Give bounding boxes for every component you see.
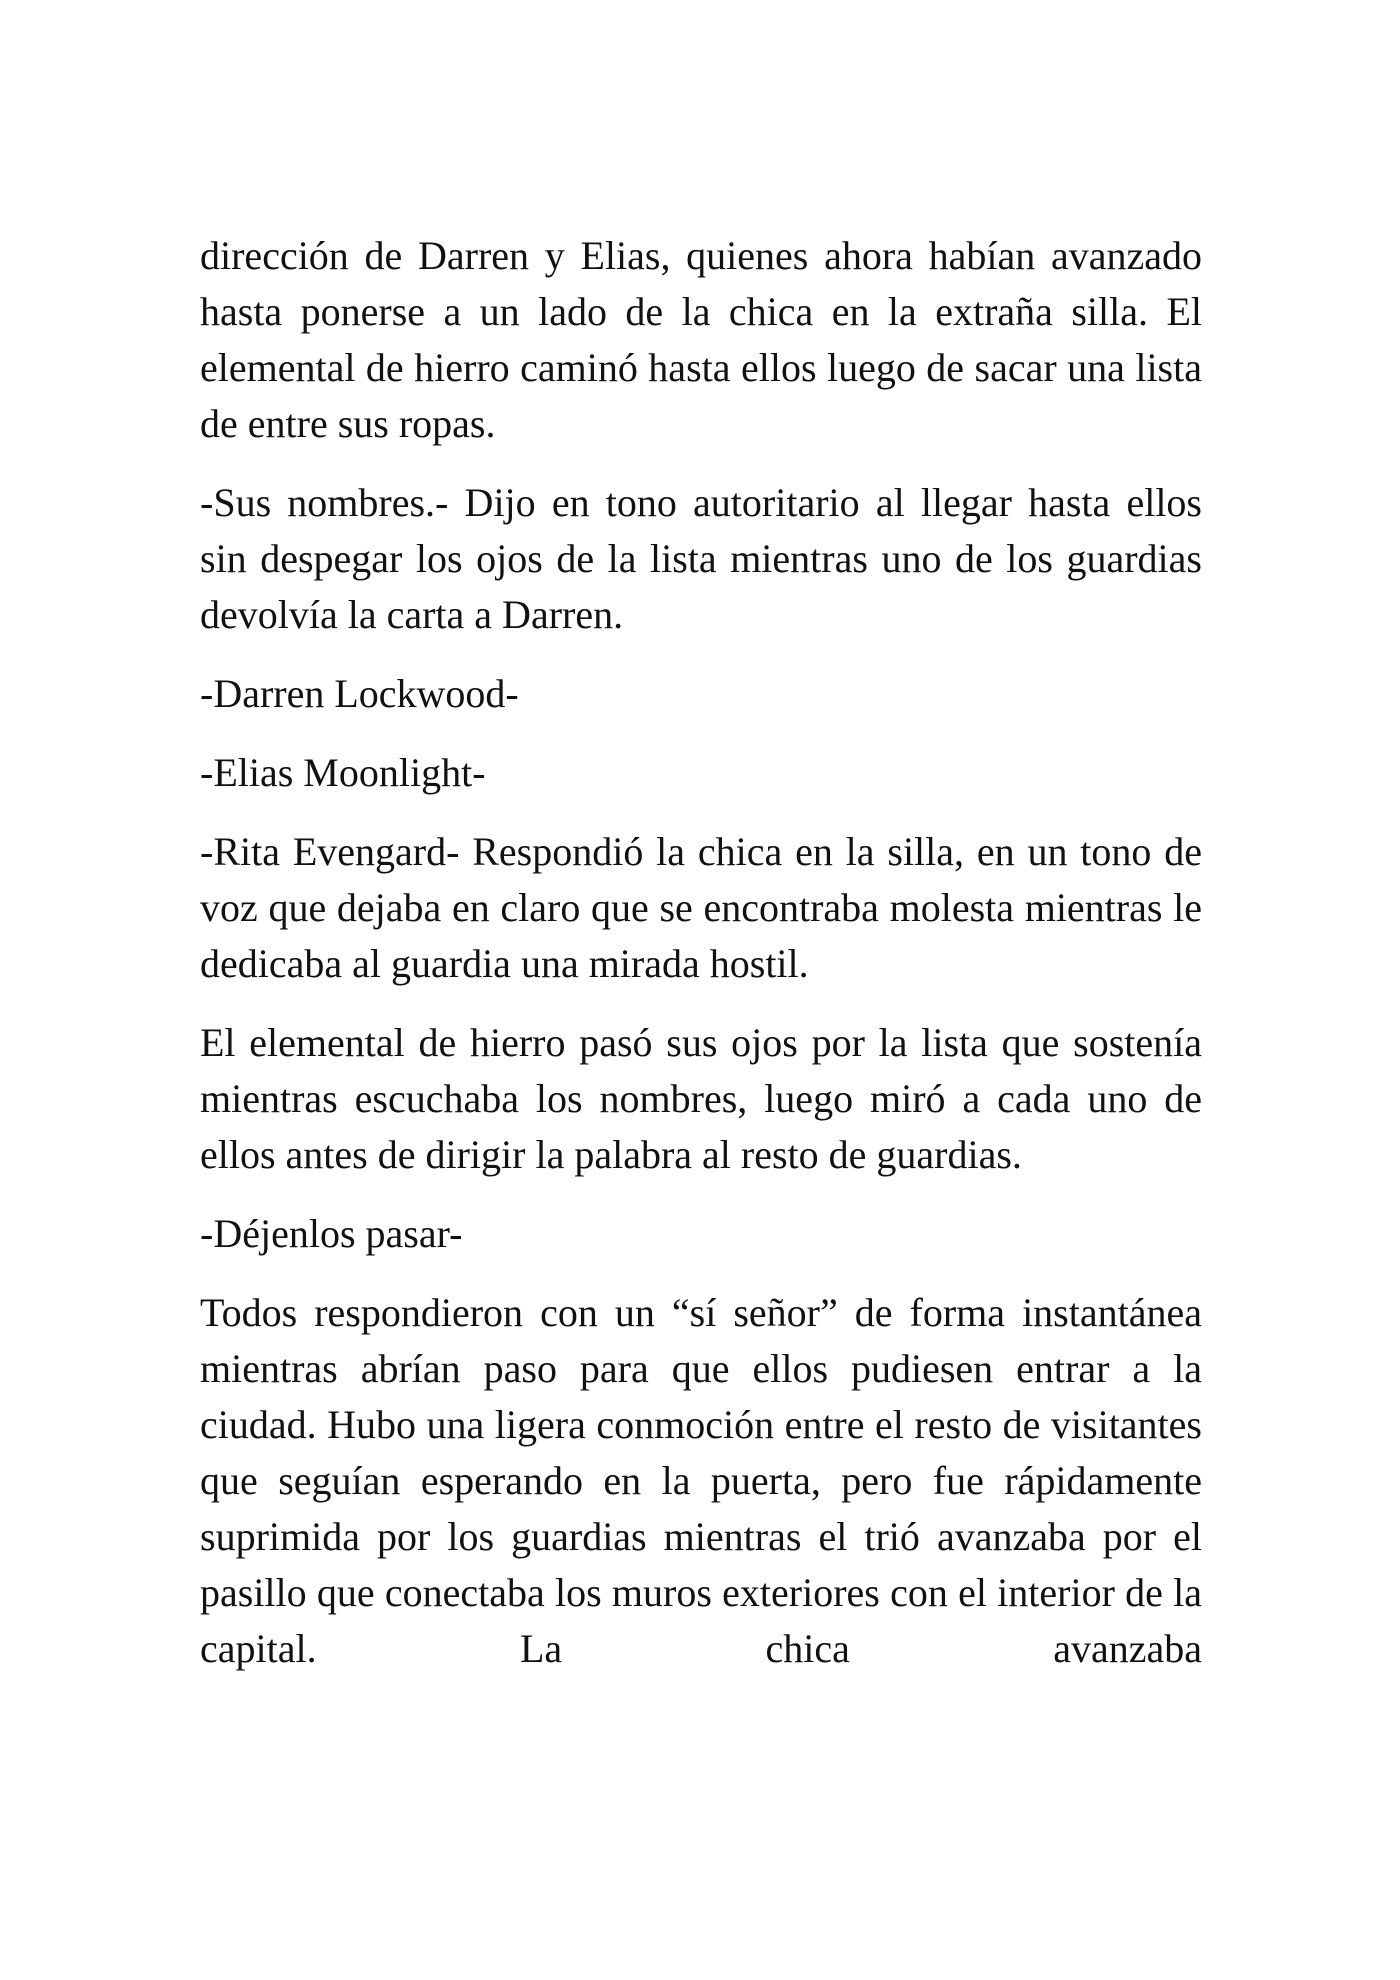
document-page bbox=[200, 228, 1202, 1700]
paragraph: -Sus nombres.- Dijo en tono autoritario al llegar hasta ellos sin despegar los ojos de la lista mientras uno de los guardias devolvía la carta a Darren. bbox=[200, 480, 1202, 637]
paragraph: El elemental de hierro pasó sus ojos por la lista que sostenía mientras escuchaba los nombres, luego miró a cada uno de ellos antes de dirigir la palabra al resto de guardias. bbox=[200, 1020, 1202, 1177]
paragraph: dirección de Darren y Elias, quienes ahora habían avanzado hasta ponerse a un lado de la chica en la extraña silla. El elemental de hierro caminó hasta ellos luego de sacar una lista de entre sus ropas. bbox=[200, 233, 1202, 446]
paragraph: -Rita Evengard- Respondió la chica en la silla, en un tono de voz que dejaba en claro que se encontraba molesta mientras le dedicaba al guardia una mirada hostil. bbox=[200, 829, 1202, 986]
paragraph: -Elias Moonlight- bbox=[200, 750, 486, 795]
paragraph: Todos respondieron con un “sí señor” de forma instantánea mientras abrían paso para que ellos pudiesen entrar a la ciudad. Hubo una ligera conmoción entre el resto de visitantes que seguían esperando en la puerta, pero fue rápidamente suprimida por los guardias mientras el trió avanzaba por el pasillo que conectaba los muros exteriores con el interior de la capital. La chica avanzaba bbox=[200, 1290, 1202, 1671]
paragraph: -Darren Lockwood- bbox=[200, 671, 519, 716]
paragraph: -Déjenlos pasar- bbox=[200, 1211, 463, 1256]
